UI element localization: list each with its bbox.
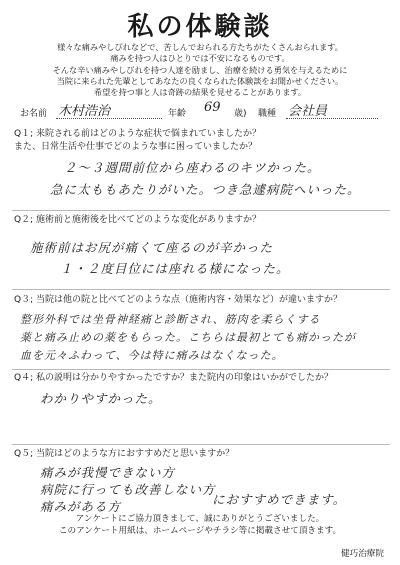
answer-line: わかりやすかった。 (40, 391, 162, 406)
name-label: お名前 (20, 109, 48, 119)
intro-line: そんな辛い痛みやしびれを持つ人達を励まし、治療を続ける勇気を与えるために (52, 64, 348, 75)
age-label: 年齢 (168, 109, 187, 119)
question-5 (14, 448, 234, 461)
answer-line: 痛みがある方 (40, 499, 122, 514)
answer-line: ２～３週間前位から座わるのキツかった。 (64, 160, 321, 175)
section-divider (12, 444, 390, 445)
intro-line: 痛みを持つ人はひとりでは不安になるものです。 (110, 53, 290, 64)
answer-line: 病院に行っても改善しない方 (40, 482, 216, 497)
question-text: Q３; 当院は他の院と比べてどのような点（施術内容・効果など）が違いますか？ (14, 295, 342, 305)
page-title: 私の体験談 (127, 12, 273, 42)
question-text: Q１; 来院される前はどのような症状で悩まれていましたか？ (14, 129, 261, 139)
question-text: また、日常生活や仕事でどのような事に困っていましたか？ (14, 141, 258, 152)
answer-line: １・２度目位には座れる様になった。 (60, 261, 290, 276)
answer-line: 急に太ももあたりがいた。つき急遽病院へいった。 (50, 182, 361, 197)
answer-line: 整形外科では坐骨神経痛と診断され、筋肉を柔らくする (20, 313, 321, 326)
clinic-name: 健巧治療院 (341, 549, 384, 559)
footer-line: このアンケート用紙は、ホームページやチラシ等に掲載させて頂きます。 (58, 525, 342, 536)
name-underline (56, 118, 162, 119)
answer-line: におすすめできます。 (212, 492, 347, 507)
intro-text (0, 42, 400, 98)
profile-row (20, 102, 388, 120)
question-4 (14, 372, 333, 385)
section-divider (12, 289, 390, 290)
intro-line: 当院に来られた先輩としてあなたの良くなられた体験談をお聞かせください。 (56, 75, 344, 86)
answer-line: 痛みが我慢できない方 (40, 465, 176, 480)
answer-line: 施術前はお尻が痛くて座るのが辛かった (30, 240, 274, 255)
footer-line: アンケートにご協力頂きまして、誠にありがとうございました。 (75, 514, 325, 524)
section-divider (12, 369, 390, 370)
question-2 (14, 214, 261, 227)
section-divider (12, 210, 390, 211)
job-label: 職種 (258, 109, 277, 119)
job-value: 会社員 (288, 104, 328, 119)
age-value: 69 (204, 100, 221, 115)
footer-text (0, 514, 400, 537)
question-text: Q４; 私の説明は分かりやすかったですか？また院内の印象はいかがでしたか？ (14, 373, 333, 383)
question-1 (14, 128, 261, 153)
age-suffix: 歳) (234, 109, 247, 119)
answer-line: 薬と痛み止めの薬をもらった。こちらは最初とても痛かったが (20, 331, 356, 344)
question-text: Q５; 当院はどのような方におすすめだと思いますか？ (14, 449, 235, 459)
question-3 (14, 294, 342, 307)
name-value: 木村浩治 (58, 104, 111, 119)
question-text: Q２; 施術前と施術後を比べてどのような変化がありますか？ (14, 215, 261, 225)
intro-line: 様々な痛みやしびれなどで、苦しんでおられる方たちがたくさんおられます。 (57, 42, 343, 52)
job-underline (286, 118, 378, 119)
answer-line: 血を元々ふわって、今は特に痛みはなくなった。 (20, 349, 284, 362)
intro-line: 希望を持つ事と人は奇跡の結果を見せることがあります。 (93, 87, 307, 98)
